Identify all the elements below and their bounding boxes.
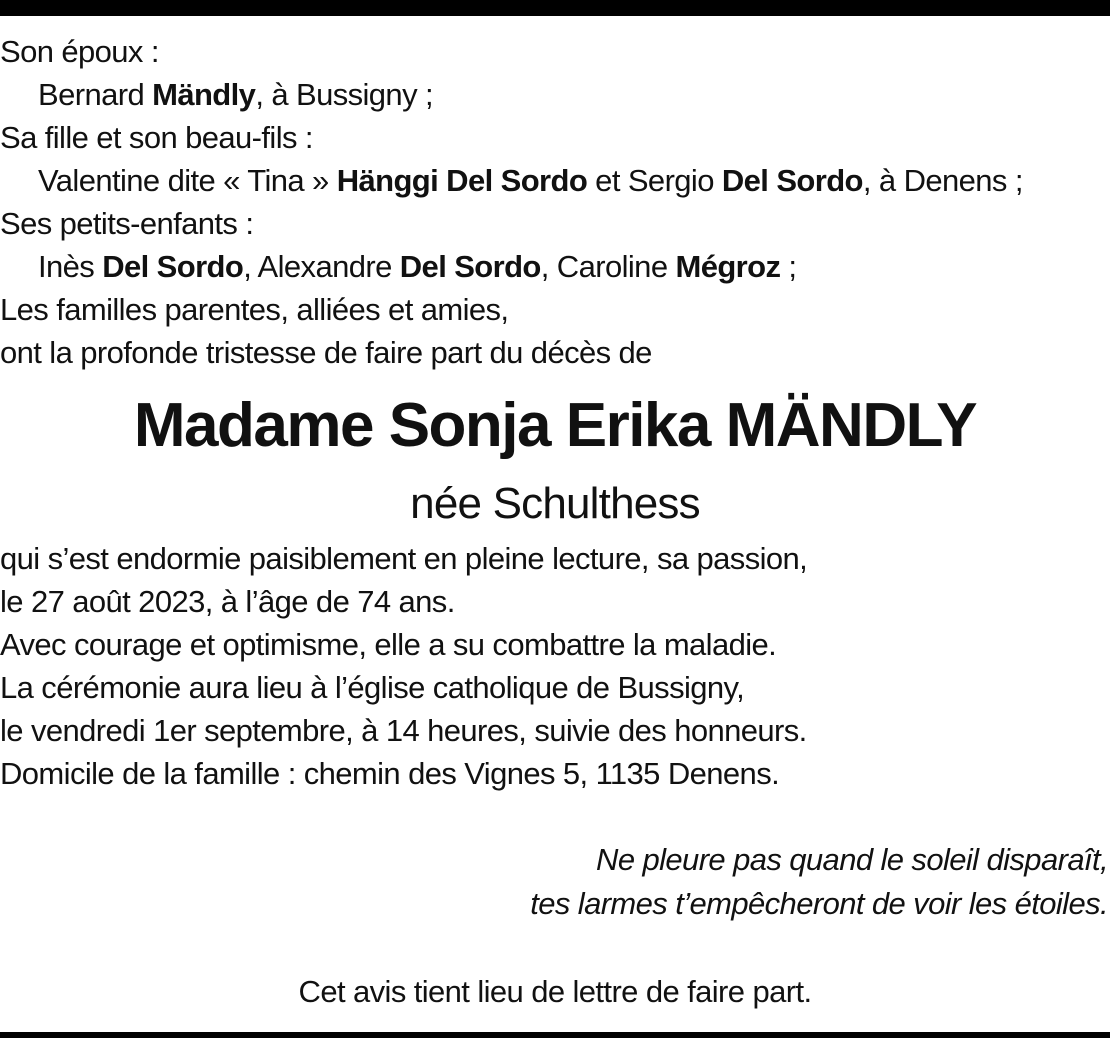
daughter-entry xyxy=(0,159,1110,202)
grandchild-2-first: , Alexandre xyxy=(243,249,400,284)
son-in-law-last-name: Del Sordo xyxy=(721,163,863,198)
daughter-first-name: Valentine dite « Tina » xyxy=(38,163,337,198)
daughter-place: , à Denens ; xyxy=(862,163,1023,198)
quote-block xyxy=(530,838,1108,926)
closing-line: Cet avis tient lieu de lettre de faire part. xyxy=(298,974,812,1009)
details-line-6: Domicile de la famille : chemin des Vignes 5, 1135 Denens. xyxy=(0,756,780,791)
details-line-1: qui s’est endormie paisiblement en pleine lecture, sa passion, xyxy=(0,541,808,576)
spouse-place: , à Bussigny ; xyxy=(255,77,434,112)
daughter-last-name: Hänggi Del Sordo xyxy=(336,163,588,198)
details-block xyxy=(0,537,1110,795)
family-list xyxy=(0,30,1110,374)
spouse-first-name: Bernard xyxy=(38,77,153,112)
bottom-border-rule xyxy=(0,1032,1110,1038)
grandchildren-entry xyxy=(0,245,1110,288)
grandchild-3-last: Mégroz xyxy=(675,249,781,284)
details-line-4: La cérémonie aura lieu à l’église catholique de Bussigny, xyxy=(0,670,745,705)
grandchild-3-first: , Caroline xyxy=(540,249,676,284)
deceased-name: Madame Sonja Erika MÄNDLY xyxy=(133,391,977,460)
details-line-3: Avec courage et optimisme, elle a su combattre la maladie. xyxy=(0,627,777,662)
quote-line-2: tes larmes t’empêcheront de voir les étoiles. xyxy=(530,886,1108,921)
grandchildren-end: ; xyxy=(780,249,797,284)
grandchild-1-last: Del Sordo xyxy=(102,249,244,284)
maiden-name: née Schulthess xyxy=(410,479,700,528)
grandchild-1-first: Inès xyxy=(38,249,103,284)
spouse-last-name: Mändly xyxy=(152,77,256,112)
top-border-rule xyxy=(0,0,1110,16)
families-line: Les familles parentes, alliées et amies, xyxy=(0,292,509,327)
details-line-2: le 27 août 2023, à l’âge de 74 ans. xyxy=(0,584,455,619)
spouse-heading: Son époux : xyxy=(0,34,159,69)
quote-line-1: Ne pleure pas quand le soleil disparaît, xyxy=(596,842,1108,877)
details-line-5: le vendredi 1er septembre, à 14 heures, suivie des honneurs. xyxy=(0,713,807,748)
daughter-heading: Sa fille et son beau-fils : xyxy=(0,120,313,155)
spouse-entry xyxy=(0,73,1110,116)
daughter-and: et Sergio xyxy=(587,163,722,198)
grandchildren-heading: Ses petits-enfants : xyxy=(0,206,254,241)
announcement-line: ont la profonde tristesse de faire part du décès de xyxy=(0,335,652,370)
grandchild-2-last: Del Sordo xyxy=(399,249,541,284)
